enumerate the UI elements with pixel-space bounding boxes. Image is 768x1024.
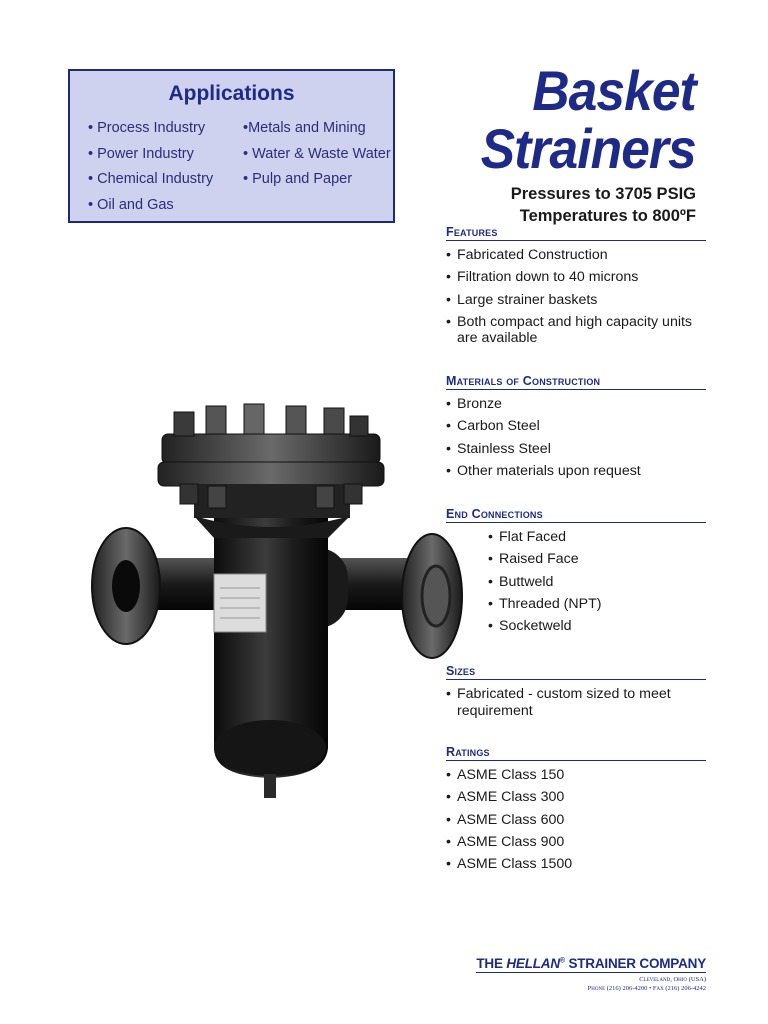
applications-list-right: [243, 120, 391, 197]
end-connections-list: [446, 529, 706, 635]
features-list: [446, 247, 706, 347]
list-item: • Threaded (NPT): [488, 596, 706, 613]
company-logo: [476, 956, 706, 993]
list-item: • Pulp and Paper: [243, 171, 353, 187]
list-item: • ASME Class 900: [446, 834, 706, 851]
company-name: THE HELLAN® STRAINER COMPANY: [476, 956, 706, 971]
list-item: • ASME Class 600: [446, 812, 706, 829]
materials-list: [446, 396, 706, 479]
list-item: • Bronze: [446, 396, 706, 413]
basket-strainer-image: [88, 398, 464, 808]
ratings-section: [446, 745, 706, 878]
list-item: • Socketweld: [488, 618, 706, 635]
list-item: •Metals and Mining: [243, 120, 366, 136]
list-item: • Filtration down to 40 microns: [446, 269, 706, 286]
title-line-2: Strainers: [480, 117, 696, 180]
applications-box: [68, 69, 395, 223]
list-item: • Carbon Steel: [446, 418, 706, 435]
list-item: • ASME Class 300: [446, 789, 706, 806]
company-address: Cleveland, Ohio (USA) Phone (216) 206-4200 • Fax (216) 206-4242: [587, 976, 706, 992]
materials-section: [446, 374, 706, 485]
list-item: • Both compact and high capacity units are available: [446, 314, 706, 347]
applications-title: Applications: [168, 82, 295, 105]
features-section: [446, 225, 706, 353]
list-item: • Other materials upon request: [446, 463, 706, 480]
list-item: • ASME Class 150: [446, 767, 706, 784]
list-item: • Water & Waste Water: [243, 145, 391, 162]
list-item: • Fabricated - custom sized to meet requirement: [446, 686, 706, 719]
page-title: [462, 59, 696, 180]
section-heading: End Connections: [446, 507, 706, 523]
section-heading: Materials of Construction: [446, 374, 706, 390]
list-item: • Fabricated Construction: [446, 247, 706, 264]
section-heading: Sizes: [446, 664, 706, 680]
list-item: • Power Industry: [88, 145, 194, 162]
list-item: • Stainless Steel: [446, 441, 706, 458]
ratings-list: [446, 767, 706, 873]
section-heading: Ratings: [446, 745, 706, 761]
pressure-rating: Pressures to 3705 PSIG: [510, 185, 696, 203]
sizes-list: [446, 686, 706, 719]
list-item: • Chemical Industry: [88, 171, 214, 187]
applications-list-left: [88, 120, 213, 222]
list-item: • Flat Faced: [488, 529, 706, 546]
list-item: • Raised Face: [488, 551, 706, 568]
end-connections-section: [446, 507, 706, 640]
temperature-rating: Temperatures to 800ºF: [519, 207, 696, 225]
section-heading: Features: [446, 225, 706, 241]
title-line-1: Basket: [532, 59, 696, 122]
sizes-section: [446, 664, 706, 725]
page-subtitle: [511, 183, 696, 227]
list-item: • Process Industry: [88, 120, 206, 136]
list-item: • Oil and Gas: [88, 196, 174, 213]
list-item: • ASME Class 1500: [446, 856, 706, 873]
list-item: • Buttweld: [488, 574, 706, 591]
list-item: • Large strainer baskets: [446, 292, 706, 309]
